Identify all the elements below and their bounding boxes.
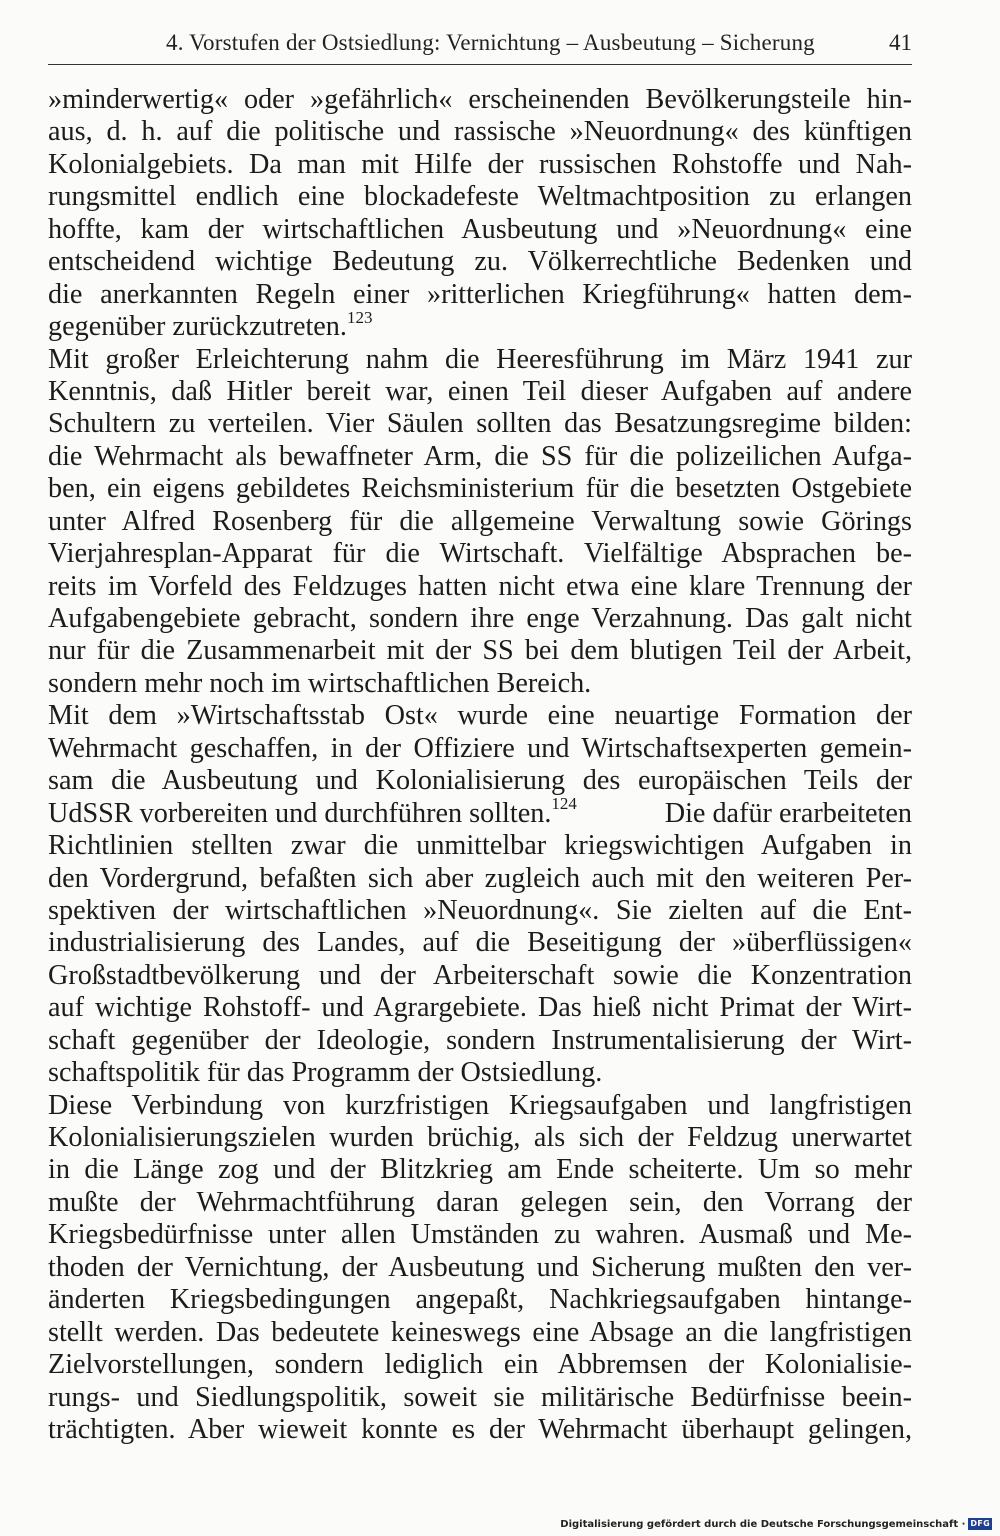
text-line: Kriegsbedürfnisse unter allen Umständen zu wahren. Ausmaß und Me- bbox=[48, 1219, 912, 1251]
text-line: die anerkannten Regeln einer »ritterlichen Kriegführung« hatten dem- bbox=[48, 278, 912, 310]
running-title: 4. Vorstufen der Ostsiedlung: Vernichtung – Ausbeutung – Sicherung bbox=[166, 30, 815, 55]
text-line: Schultern zu verteilen. Vier Säulen sollten das Besatzungsregime bilden: bbox=[48, 408, 912, 440]
text-line: trächtigten. Aber wieweit konnte es der Wehrmacht überhaupt gelingen, bbox=[48, 1413, 912, 1445]
page-number: 41 bbox=[889, 30, 912, 55]
text-line: spektiven der wirtschaftlichen »Neuordnung«. Sie zielten auf die Ent- bbox=[48, 894, 912, 926]
text-line: schaft gegenüber der Ideologie, sondern Instrumentalisierung der Wirt- bbox=[48, 1024, 912, 1056]
text-line: Kolonialgebiets. Da man mit Hilfe der russischen Rohstoffe und Nah- bbox=[48, 148, 912, 180]
text-line: »minderwertig« oder »gefährlich« erscheinenden Bevölkerungsteile hin- bbox=[48, 84, 912, 115]
text-line: Richtlinien stellten zwar die unmittelbar kriegswichtigen Aufgaben in bbox=[48, 830, 912, 862]
text-line: Wehrmacht geschaffen, in der Offiziere und Wirtschaftsexperten gemein- bbox=[48, 732, 912, 764]
text-segment bbox=[48, 794, 577, 830]
text-line: die Wehrmacht als bewaffneter Arm, die SS für die polizeilichen Aufga- bbox=[48, 440, 912, 472]
body-text bbox=[48, 84, 912, 1446]
text-line bbox=[48, 794, 912, 830]
text-line: stellt werden. Das bedeutete keineswegs eine Absage an die langfristigen bbox=[48, 1316, 912, 1348]
digitization-note: Digitalisierung gefördert durch die Deutsche Forschungsgemeinschaft · bbox=[560, 1518, 966, 1530]
text-line: ben, ein eigens gebildetes Reichsministerium für die besetzten Ostgebiete bbox=[48, 473, 912, 505]
text-line: Zielvorstellungen, sondern lediglich ein Abbremsen der Kolonialisie- bbox=[48, 1349, 912, 1381]
text-line: den Vordergrund, befaßten sich aber zugleich auch mit den weiteren Per- bbox=[48, 862, 912, 894]
text-line: in die Länge zog und der Blitzkrieg am Ende scheiterte. Um so mehr bbox=[48, 1154, 912, 1186]
text-line: unter Alfred Rosenberg für die allgemeine Verwaltung sowie Görings bbox=[48, 505, 912, 537]
text-line: rungsmittel endlich eine blockadefeste Weltmachtposition zu erlangen bbox=[48, 181, 912, 213]
text-segment-b: Die dafür erarbeiteten bbox=[664, 797, 912, 829]
text-line: sondern mehr noch im wirtschaftlichen Bereich. bbox=[48, 667, 592, 699]
text-line: Mit großer Erleichterung nahm die Heeresführung im März 1941 zur bbox=[48, 343, 912, 375]
text-segment-a: UdSSR vorbereiten und durchführen sollten. bbox=[48, 797, 552, 829]
text-line: Vierjahresplan-Apparat für die Wirtschaft. Vielfältige Absprachen be- bbox=[48, 538, 912, 570]
text-segment: gegenüber zurückzutreten. bbox=[48, 311, 347, 343]
text-line: Diese Verbindung von kurzfristigen Kriegsaufgaben und langfristigen bbox=[48, 1089, 912, 1121]
footnote-ref-124: 124 bbox=[551, 794, 577, 814]
digitization-footer bbox=[560, 1518, 992, 1530]
text-line: hoffte, kam der wirtschaftlichen Ausbeutung und »Neuordnung« eine bbox=[48, 213, 912, 245]
text-line: entscheidend wichtige Bedeutung zu. Völkerrechtliche Bedenken und bbox=[48, 246, 912, 278]
text-line: Mit dem »Wirtschaftsstab Ost« wurde eine neuartige Formation der bbox=[48, 700, 912, 732]
text-line: änderten Kriegsbedingungen angepaßt, Nachkriegsaufgaben hintange- bbox=[48, 1284, 912, 1316]
text-line: nur für die Zusammenarbeit mit der SS bei dem blutigen Teil der Arbeit, bbox=[48, 635, 912, 667]
text-line: reits im Vorfeld des Feldzuges hatten nicht etwa eine klare Trennung der bbox=[48, 570, 912, 602]
text-line bbox=[48, 307, 912, 343]
footnote-ref-123: 123 bbox=[346, 307, 373, 327]
text-line: thoden der Vernichtung, der Ausbeutung und Sicherung mußten den ver- bbox=[48, 1251, 912, 1283]
running-header bbox=[48, 30, 912, 65]
text-line: schaftspolitik für das Programm der Ostsiedlung. bbox=[48, 1057, 603, 1089]
text-line: sam die Ausbeutung und Kolonialisierung des europäischen Teils der bbox=[48, 765, 912, 797]
text-line: Großstadtbevölkerung und der Arbeiterschaft sowie die Konzentration bbox=[48, 959, 912, 991]
text-line: aus, d. h. auf die politische und rassische »Neuordnung« des künftigen bbox=[48, 116, 912, 148]
text-line: auf wichtige Rohstoff- und Agrargebiete. Das hieß nicht Primat der Wirt- bbox=[48, 992, 912, 1024]
text-line: mußte der Wehrmachtführung daran gelegen sein, den Vorrang der bbox=[48, 1186, 912, 1218]
text-line: industrialisierung des Landes, auf die Beseitigung der »überflüssigen« bbox=[48, 927, 912, 959]
text-line: Kenntnis, daß Hitler bereit war, einen Teil dieser Aufgaben auf andere bbox=[48, 375, 912, 407]
text-line: Kolonialisierungszielen wurden brüchig, als sich der Feldzug unerwartet bbox=[48, 1122, 912, 1153]
dfg-logo-icon: DFG bbox=[970, 1519, 990, 1528]
text-line: rungs- und Siedlungspolitik, soweit sie militärische Bedürfnisse beein- bbox=[48, 1381, 912, 1413]
text-line: Aufgabengebiete gebracht, sondern ihre enge Verzahnung. Das galt nicht bbox=[48, 603, 912, 634]
